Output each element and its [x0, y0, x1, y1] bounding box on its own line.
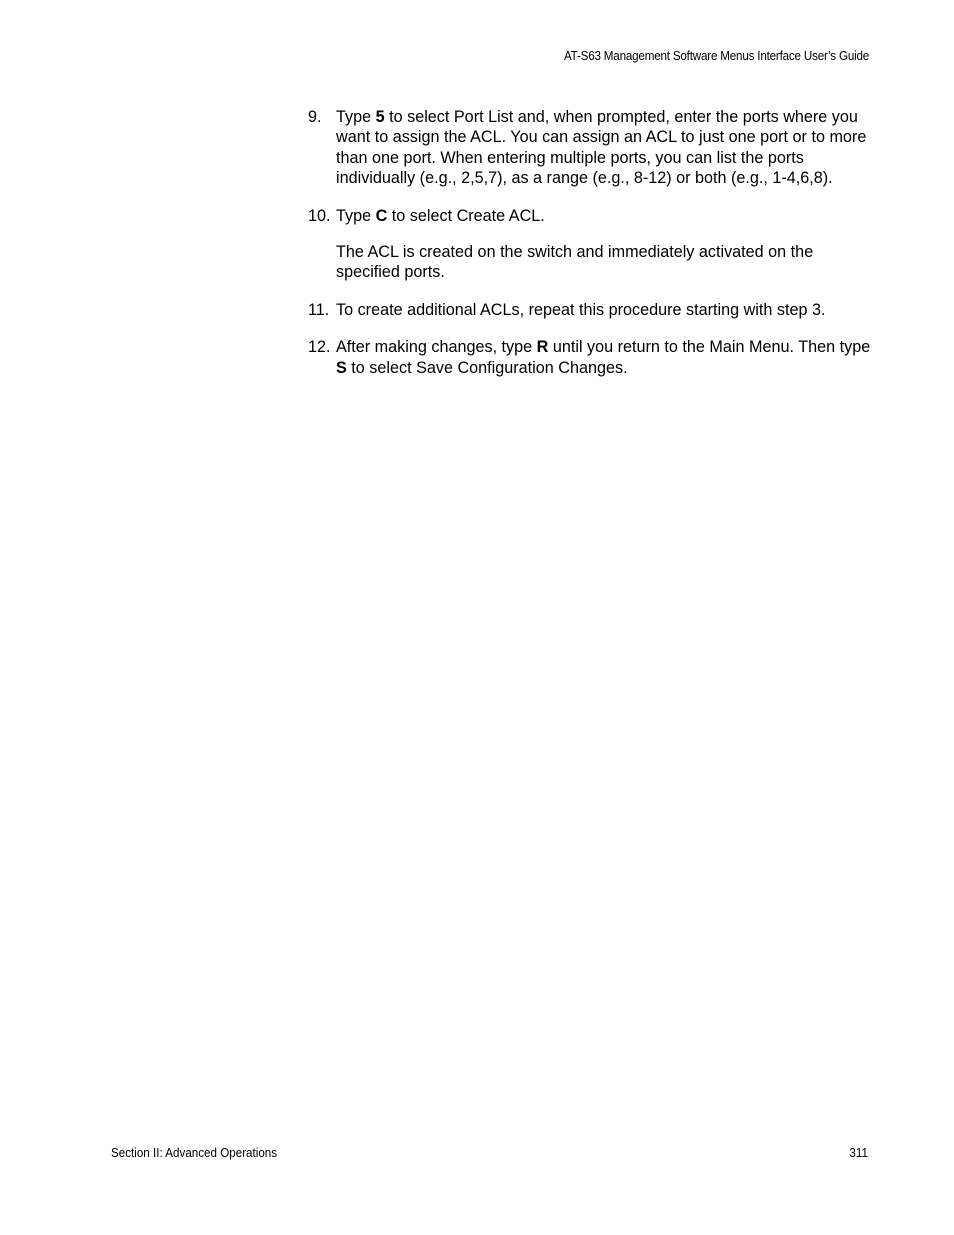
step-text: [336, 107, 873, 189]
step-continuation: The ACL is created on the switch and immediately activated on the specified ports.: [336, 243, 814, 282]
step-text-part: until you return to the Main Menu. Then type: [548, 338, 871, 357]
step-9: [308, 107, 873, 189]
procedure-steps: [308, 107, 873, 395]
step-12: [308, 337, 873, 378]
step-text: [336, 206, 873, 226]
step-text-part: Type: [336, 108, 376, 126]
key-command: R: [536, 338, 549, 357]
step-number: 9.: [308, 108, 322, 126]
page-number: 311: [849, 1146, 868, 1160]
key-command: S: [336, 358, 347, 377]
running-header: AT-S63 Management Software Menus Interface User’s Guide: [563, 49, 869, 63]
step-11: [308, 300, 873, 320]
step-number: 11.: [308, 300, 330, 319]
step-number: 10.: [308, 206, 331, 225]
step-text: [336, 337, 873, 378]
step-text-part: to select Save Configuration Changes.: [346, 358, 628, 377]
step-text-part: to select Create ACL.: [387, 206, 545, 225]
key-command: 5: [375, 108, 385, 126]
footer-section: Section II: Advanced Operations: [111, 1146, 278, 1160]
key-command: C: [375, 206, 388, 225]
step-text-part: to select Port List and, when prompted, enter the ports where you want to assign the ACL. You can assign an ACL to just one port or to more than one port. When entering multiple ports, you can list the ports individually (e.g., 2,5,7), as a range (e.g., 8-12) or both (e.g., 1-4,6,8).: [336, 108, 867, 188]
step-number: 12.: [308, 338, 331, 357]
step-text-part: Type: [336, 206, 376, 225]
step-10: [308, 206, 873, 283]
step-text-part: After making changes, type: [336, 338, 537, 357]
step-text: To create additional ACLs, repeat this procedure starting with step 3.: [336, 300, 826, 319]
